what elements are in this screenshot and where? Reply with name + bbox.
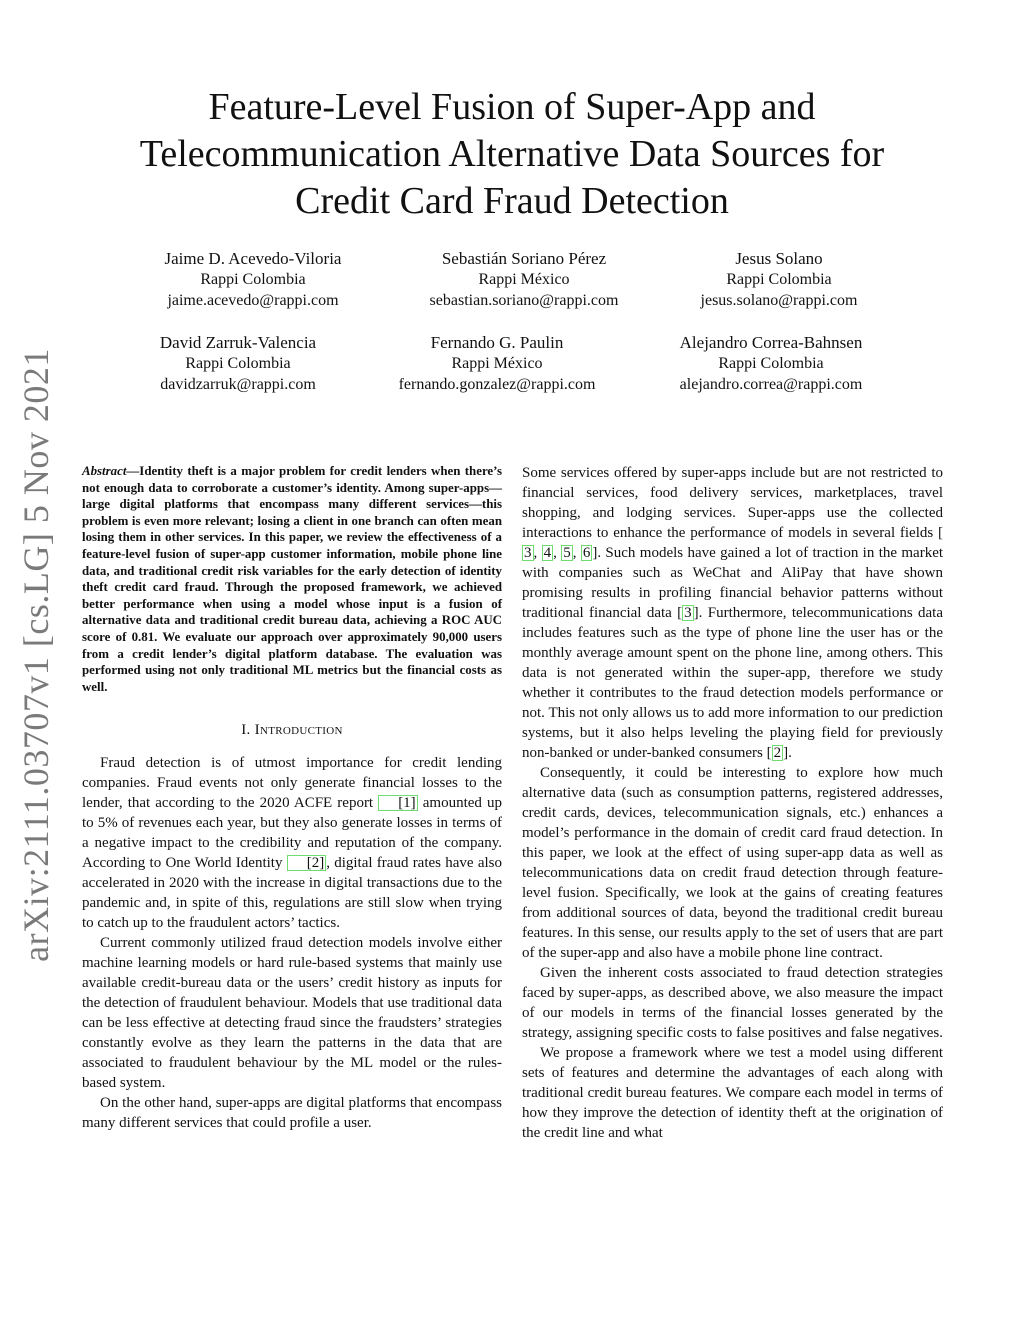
title-line-3: Credit Card Fraud Detection: [295, 180, 729, 222]
title-line-2: Telecommunication Alternative Data Sources for: [139, 133, 885, 175]
citation-link[interactable]: 5: [563, 545, 571, 561]
author-email: jaime.acevedo@rappi.com: [167, 292, 339, 309]
citation-link[interactable]: 2: [773, 745, 782, 761]
citation-link[interactable]: [2]: [287, 855, 327, 871]
text-run: ]. Such models have gained a lot of traction in the market with companies such as WeChat and AliPay that have shown promising results in profiling financial behavior patterns without traditional financial data [: [522, 545, 944, 621]
intro-paragraph-4: [522, 463, 943, 763]
author-2: [384, 248, 664, 311]
author-name: Fernando G. Paulin: [430, 333, 564, 352]
citation-link[interactable]: 3: [684, 605, 692, 621]
author-name: Jesus Solano: [735, 249, 823, 268]
abstract-text: Identity theft is a major problem for credit lenders when there’s not enough data to corroborate a customer’s identity. Among super-apps—large digital platforms that encompass many different services—this problem is even more relevant; losing a client in one branch can often mean losing them in other services. In this paper, we review the effectiveness of a feature-level fusion of super-app customer information, mobile phone line data, and traditional credit risk variables for the early detection of identity theft credit card fraud. Through the proposed framework, we achieved better performance when using a model whose input is a fusion of alternative data and traditional credit bureau data, achieving a ROC AUC score of 0.81. We evaluate our approach over approximately 90,000 users from a credit lender’s digital platform database. The evaluation was performed using not only traditional ML metrics but the financial costs as well.: [82, 464, 502, 694]
text-run: Some services offered by super-apps include but are not restricted to financial services, food delivery services, marketplaces, travel shopping, and lodging services. Super-apps use the collected interactions to enhance the performance of models in several fields [: [522, 465, 943, 541]
abstract: [82, 463, 502, 695]
author-affiliation: Rappi Colombia: [200, 271, 306, 288]
author-affiliation: Rappi Colombia: [726, 271, 832, 288]
intro-paragraph-1: [82, 753, 502, 933]
section-heading-introduction: [82, 722, 502, 739]
text-run: ,: [553, 545, 562, 561]
author-name: Jaime D. Acevedo-Viloria: [164, 249, 342, 268]
intro-paragraph-6: Given the inherent costs associated to fraud detection strategies faced by super-apps, as described above, we also measure the impact of our models in terms of the financial losses generated by the strategy, assigning specific costs to false positives and false negatives.: [522, 965, 944, 1041]
citation-link[interactable]: 3: [524, 545, 532, 561]
author-5: [357, 332, 637, 395]
author-email: alejandro.correa@rappi.com: [679, 376, 863, 393]
author-email: jesus.solano@rappi.com: [700, 292, 858, 309]
citation-link[interactable]: 4: [543, 545, 552, 561]
author-1: [113, 248, 393, 311]
arxiv-sidebar: [6, 348, 66, 962]
arxiv-identifier: arXiv:2111.03707v1 [cs.LG] 5 Nov 2021: [16, 348, 56, 962]
author-6: [631, 332, 911, 395]
citation-link[interactable]: [1]: [378, 795, 418, 811]
text-run: ,: [572, 545, 581, 561]
author-4: [98, 332, 378, 395]
text-run: amounted up to 5% of revenues each year, but they also generate losses in terms of a negative impact to the credibility and reputation of the company. According to One World Identity: [82, 795, 502, 872]
author-email: fernando.gonzalez@rappi.com: [398, 376, 596, 393]
author-affiliation: Rappi México: [451, 355, 543, 372]
section-title: Introduction: [254, 722, 343, 739]
text-run: ,: [533, 545, 542, 561]
abstract-label: Abstract: [82, 464, 127, 478]
title-line-1: Feature-Level Fusion of Super-App and: [208, 86, 816, 128]
author-affiliation: Rappi Colombia: [185, 355, 291, 372]
intro-paragraph-3: On the other hand, super-apps are digital platforms that encompass many different services that could profile a user.: [82, 1095, 502, 1132]
text-run: , digital fraud rates have also accelerated in 2020 with the increase in digital transactions due to the pandemic and, in spite of this, regulations are still slow when trying to catch up to the fraudulent actors’ tactics.: [82, 855, 502, 932]
text-run: ].: [783, 745, 792, 761]
author-email: sebastian.soriano@rappi.com: [429, 292, 619, 309]
author-name: David Zarruk-Valencia: [159, 333, 317, 352]
intro-paragraph-2: Current commonly utilized fraud detection models involve either machine learning models or hard rule-based systems that mainly use available credit-bureau data or the users’ credit history as inputs for the detection of fraudulent behaviour. Models that use traditional data can be less effective at detecting fraud since the fraudsters’ strategies constantly evolve as they learn the patterns in the data that are associated to fraudulent behaviour by the ML model or the rules-based system.: [82, 935, 502, 1092]
author-3: [639, 248, 919, 311]
citation-link[interactable]: 6: [582, 545, 591, 561]
text-run: ]. Furthermore, telecommunications data includes features such as the type of phone line the user has or the monthly average amount spent on the phone line, among others. This data is not generated within the super-app, therefore we study whether it contributes to the fraud detection models performance or not. This not only allows us to add more information to our prediction systems, but it also helps leveling the playing field for previously non-banked or under-banked consumers [: [522, 605, 943, 761]
author-email: davidzarruk@rappi.com: [160, 376, 316, 393]
left-column: [82, 463, 502, 1133]
author-affiliation: Rappi México: [478, 271, 570, 288]
abstract-dash: —: [126, 464, 140, 478]
author-name: Sebastián Soriano Pérez: [441, 249, 607, 268]
section-number: I.: [241, 722, 255, 739]
intro-paragraph-7: We propose a framework where we test a model using different sets of features and determine the advantages of each along with traditional credit bureau features. We compare each model in terms of how they improve the detection of identity theft at the origination of the credit line and what: [522, 1045, 943, 1141]
right-column: [522, 463, 943, 1143]
author-affiliation: Rappi Colombia: [718, 355, 824, 372]
text-run: Fraud detection is of utmost importance for credit lending companies. Fraud events not only generate financial losses to the lender, that according to the 2020 ACFE report: [82, 755, 502, 812]
paper-title: [100, 84, 924, 225]
author-name: Alejandro Correa-Bahnsen: [679, 333, 863, 352]
intro-paragraph-5: Consequently, it could be interesting to explore how much alternative data (such as consumption patterns, registered addresses, credit cards, devices, telecommunication signals, etc.) enhances a model’s performance in the domain of credit card fraud detection. In this paper, we look at the effect of using super-app data as well as telecommunications data on credit fraud detection through feature-level fusion. Specifically, we look at the gains of creating features from additional sources of data, beyond the traditional credit bureau features. In this sense, our results apply to the set of users that are part of the super-app and also have a mobile phone line contract.: [522, 765, 943, 961]
